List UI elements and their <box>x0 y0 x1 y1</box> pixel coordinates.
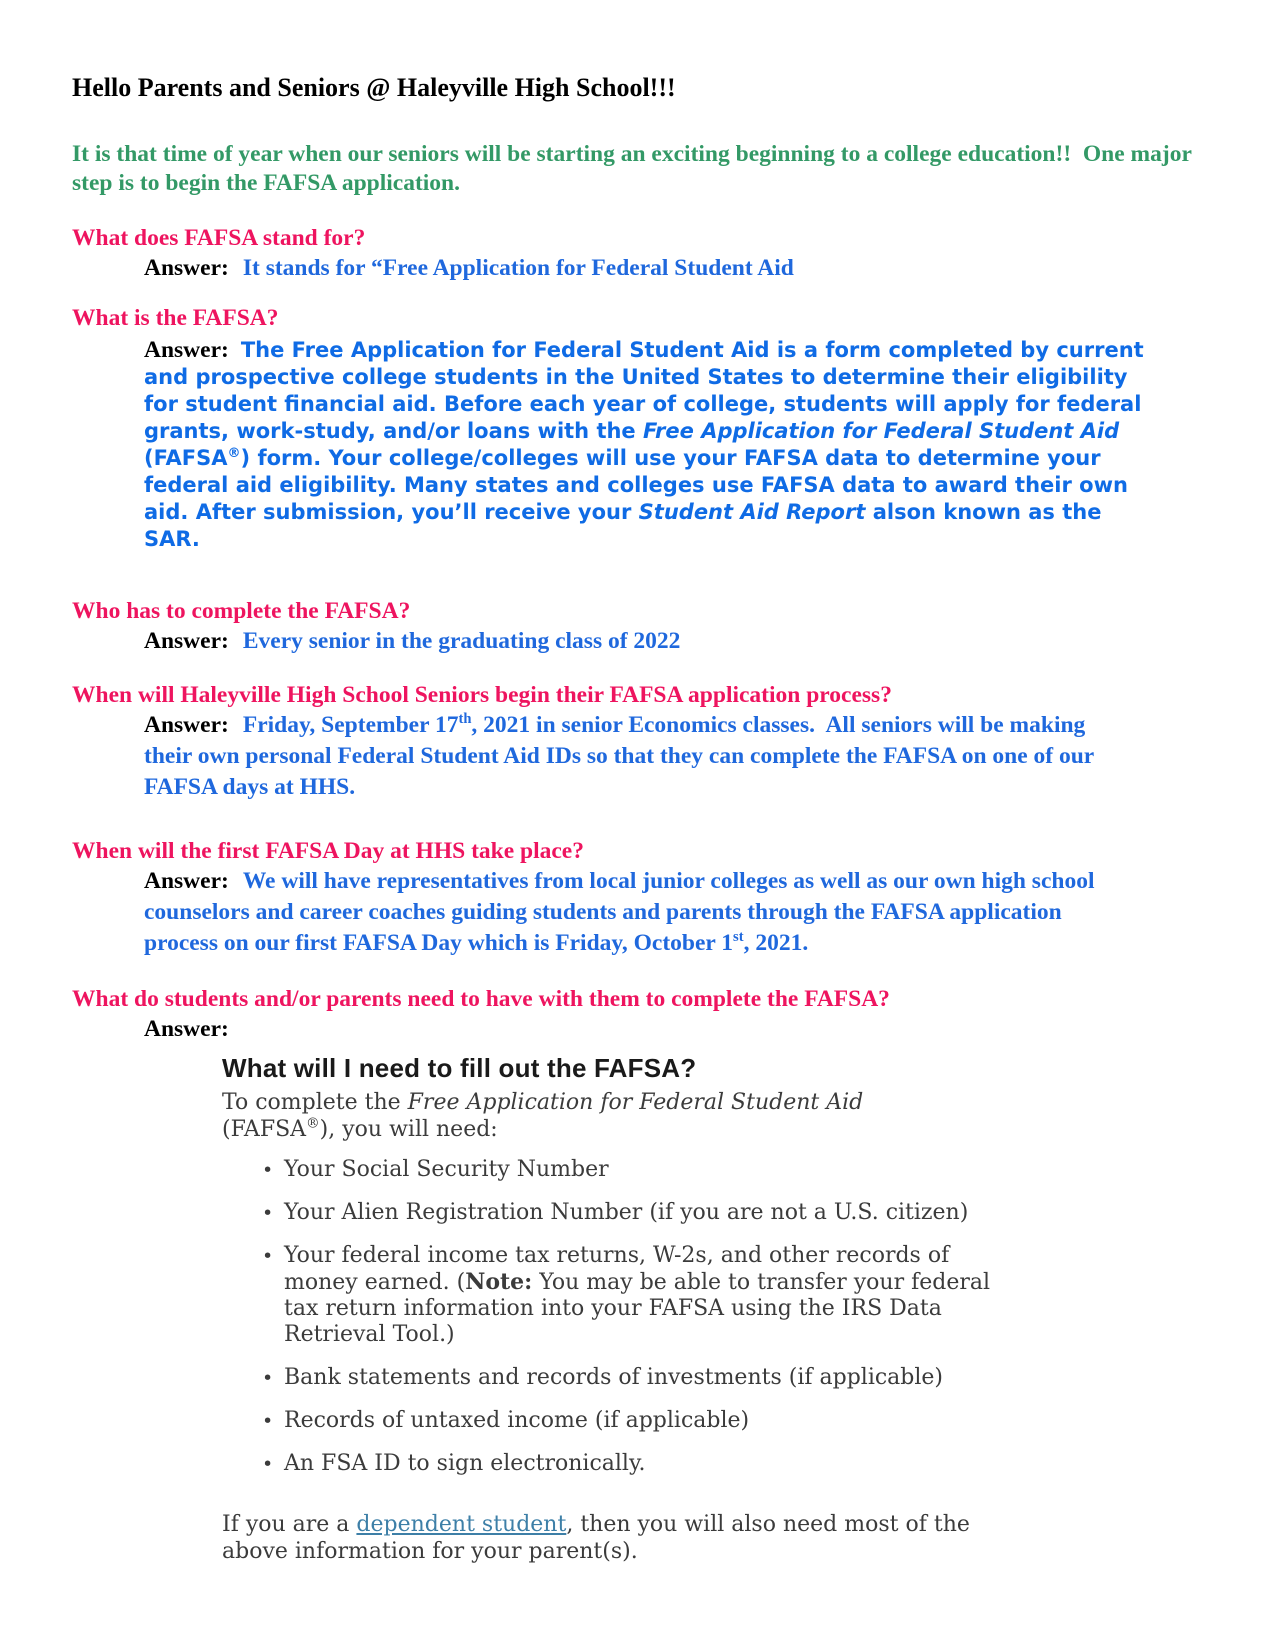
answer-label: Answer: <box>144 712 229 738</box>
answer-segment: alson known as the SAR. <box>144 500 1109 551</box>
answer-label: Answer: <box>144 255 229 281</box>
question-heading: When will Haleyville High School Seniors begin their FAFSA application process? <box>72 682 892 708</box>
answer-paragraph <box>144 866 1139 959</box>
qa-what-is-the-fafsa <box>72 304 1205 553</box>
bullet-segment: You may be able to transfer your federal tax return information into your FAFSA using the IRS Data Retrieval Tool.) <box>284 1270 998 1347</box>
list-item-tax-returns <box>262 1243 997 1348</box>
answer-segment: (FAFSA <box>144 419 1127 470</box>
answer-line <box>144 626 1139 657</box>
footer-segment: If you are a <box>222 1512 357 1537</box>
qa-what-does-fafsa-stand-for <box>72 224 1205 284</box>
answer-segment: The Free Application for Federal Student Aid is a form completed by current and prospective college students in the United States to determine their eligibility for student financial aid. Before each year of college, students will apply for federal grants, work-study, and/or loans with the <box>144 338 1151 443</box>
question-heading: What does FAFSA stand for? <box>72 225 366 251</box>
registered-trademark-sup: ® <box>227 446 241 461</box>
answer-label: Answer: <box>144 628 229 654</box>
registered-trademark-sup: ® <box>306 1115 320 1132</box>
answer-segment: , 2021. <box>743 930 809 956</box>
answer-segment: , 2021 in senior Economics classes. All seniors will be making their own personal Federal Student Aid IDs so that they can complete the FAFSA on one of our FAFSA days at HHS. <box>144 712 1100 800</box>
bullet-segment-bold: Note: <box>465 1269 533 1295</box>
list-item-bank-statements: • Bank statements and records of investments (if applicable) <box>262 1365 997 1391</box>
ordinal-sup: th <box>458 711 472 728</box>
answer-text: Every senior in the graduating class of 2022 <box>242 628 681 654</box>
dependent-student-link[interactable]: dependent student <box>356 1512 567 1537</box>
answer-line <box>144 253 1139 284</box>
ordinal-sup: st <box>733 929 744 946</box>
infographic-intro <box>222 1089 982 1143</box>
answer-segment-italic: Student Aid Report <box>638 500 866 524</box>
bullet-segment: Your federal income tax returns, W-2s, and other records of money earned. ( <box>284 1243 957 1295</box>
intro-segment-italic: Free Application for Federal Student Aid <box>407 1090 864 1115</box>
answer-segment: We will have representatives from local junior colleges as well as our own high school counselors and career coaches guiding students and parents through the FAFSA application process on our first FAFSA Day which is Friday, October 1 <box>144 868 1101 956</box>
question-heading: Who has to complete the FAFSA? <box>72 598 411 624</box>
page-title: Hello Parents and Seniors @ Haleyville High School!!! <box>72 73 676 102</box>
question-heading: When will the first FAFSA Day at HHS take place? <box>72 838 584 864</box>
answer-label: Answer: <box>144 337 229 363</box>
question-heading: What is the FAFSA? <box>72 305 279 331</box>
qa-what-to-bring <box>72 985 1205 1565</box>
answer-line <box>144 1014 1139 1045</box>
infographic-heading: What will I need to fill out the FAFSA? <box>222 1053 697 1083</box>
answer-label: Answer: <box>144 868 229 894</box>
qa-who-has-to-complete <box>72 597 1205 657</box>
answer-paragraph <box>144 710 1139 803</box>
intro-segment: To complete the <box>222 1090 408 1115</box>
requirements-list <box>222 1157 997 1477</box>
intro-paragraph: It is that time of year when our seniors will be starting an exciting beginning to a college education!! One major step is to begin the FAFSA application. <box>72 141 1198 196</box>
qa-first-fafsa-day <box>72 837 1205 959</box>
answer-segment-italic: Free Application for Federal Student Aid <box>643 419 1120 443</box>
list-item-untaxed-income: • Records of untaxed income (if applicable) <box>262 1408 997 1434</box>
answer-text <box>144 868 1100 956</box>
answer-text <box>144 338 1151 551</box>
list-item-alien-registration: • Your Alien Registration Number (if you are not a U.S. citizen) <box>262 1200 997 1226</box>
answer-paragraph <box>144 337 1151 553</box>
answer-segment: Friday, September 17 <box>242 712 459 738</box>
answer-segment: ) form. Your college/colleges will use your FAFSA data to determine your federal aid eligibility. Many states and colleges use FAFSA data to award their own aid. After submission, you’ll receive your <box>144 446 1136 524</box>
answer-text <box>144 712 1100 800</box>
list-item-ssn: • Your Social Security Number <box>262 1157 997 1183</box>
fafsa-needs-infographic <box>222 1049 997 1565</box>
answer-label: Answer: <box>144 1016 229 1042</box>
answer-text: It stands for “Free Application for Federal Student Aid <box>242 255 794 281</box>
intro-segment: ), you will need: <box>319 1117 498 1142</box>
question-heading: What do students and/or parents need to have with them to complete the FAFSA? <box>72 986 890 1012</box>
infographic-footer <box>222 1511 982 1565</box>
list-item-fsa-id: • An FSA ID to sign electronically. <box>262 1451 997 1477</box>
intro-segment: (FAFSA <box>222 1090 871 1142</box>
qa-when-seniors-begin <box>72 681 1205 803</box>
footer-segment: , then you will also need most of the above information for your parent(s). <box>222 1512 977 1564</box>
